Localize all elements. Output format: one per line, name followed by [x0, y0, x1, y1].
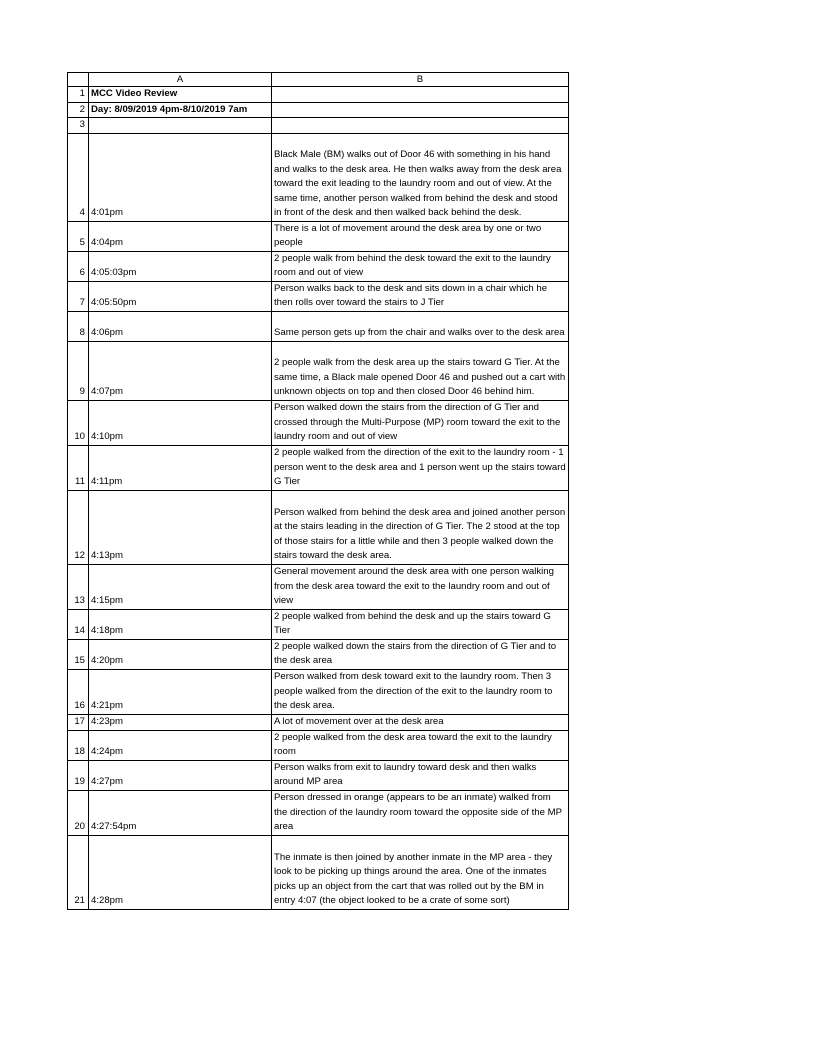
sheet-title-cell[interactable]: MCC Video Review	[89, 87, 272, 103]
table-row	[68, 639, 569, 669]
time-cell[interactable]: 4:28pm	[89, 835, 272, 909]
row-number[interactable]: 1	[68, 87, 89, 103]
cell-a[interactable]	[89, 118, 272, 134]
time-cell[interactable]: 4:13pm	[89, 490, 272, 564]
table-row	[68, 311, 569, 341]
row-number[interactable]: 12	[68, 490, 89, 564]
time-cell[interactable]: 4:27:54pm	[89, 790, 272, 835]
row-number[interactable]: 13	[68, 564, 89, 609]
row-number[interactable]: 11	[68, 445, 89, 490]
table-row	[68, 341, 569, 400]
table-row	[68, 281, 569, 311]
table-row	[68, 87, 569, 103]
column-header-b[interactable]: B	[272, 73, 569, 87]
table-row	[68, 251, 569, 281]
description-cell[interactable]: Person walked from behind the desk area and joined another person at the stairs leading in the direction of G Tier. The 2 stood at the top of those stairs for a little while and then 3 people walked down the stairs toward the desk area.	[272, 490, 569, 564]
table-row	[68, 760, 569, 790]
time-cell[interactable]: 4:18pm	[89, 609, 272, 639]
date-range-cell[interactable]: Day: 8/09/2019 4pm-8/10/2019 7am	[89, 102, 272, 118]
row-number[interactable]: 8	[68, 311, 89, 341]
time-cell[interactable]: 4:07pm	[89, 341, 272, 400]
video-log-entries	[68, 133, 569, 909]
row-number[interactable]: 3	[68, 118, 89, 134]
time-cell[interactable]: 4:15pm	[89, 564, 272, 609]
description-cell[interactable]: 2 people walked from the direction of the exit to the laundry room - 1 person went to the desk area and 1 person went up the stairs toward G Tier	[272, 445, 569, 490]
description-cell[interactable]: 2 people walked from behind the desk and up the stairs toward G Tier	[272, 609, 569, 639]
row-number[interactable]: 18	[68, 730, 89, 760]
description-cell[interactable]: Person walks back to the desk and sits down in a chair which he then rolls over toward the stairs to J Tier	[272, 281, 569, 311]
column-header-row	[68, 73, 569, 87]
description-cell[interactable]: Same person gets up from the chair and walks over to the desk area	[272, 311, 569, 341]
cell-b[interactable]	[272, 118, 569, 134]
time-cell[interactable]: 4:05:50pm	[89, 281, 272, 311]
row-number[interactable]: 4	[68, 133, 89, 221]
description-cell[interactable]: 2 people walk from behind the desk toward the exit to the laundry room and out of view	[272, 251, 569, 281]
description-cell[interactable]: Person dressed in orange (appears to be an inmate) walked from the direction of the laundry room toward the opposite side of the MP area	[272, 790, 569, 835]
time-cell[interactable]: 4:23pm	[89, 714, 272, 730]
table-row	[68, 669, 569, 714]
table-row	[68, 102, 569, 118]
row-number[interactable]: 10	[68, 400, 89, 445]
description-cell[interactable]: A lot of movement over at the desk area	[272, 714, 569, 730]
table-row	[68, 609, 569, 639]
time-cell[interactable]: 4:01pm	[89, 133, 272, 221]
description-cell[interactable]: General movement around the desk area with one person walking from the desk area toward the exit to the laundry room and out of view	[272, 564, 569, 609]
row-number[interactable]: 19	[68, 760, 89, 790]
table-row	[68, 730, 569, 760]
table-row	[68, 564, 569, 609]
row-number[interactable]: 7	[68, 281, 89, 311]
table-row	[68, 445, 569, 490]
row-number[interactable]: 16	[68, 669, 89, 714]
description-cell[interactable]: There is a lot of movement around the desk area by one or two people	[272, 221, 569, 251]
description-cell[interactable]: 2 people walk from the desk area up the stairs toward G Tier. At the same time, a Black male opened Door 46 and pushed out a cart with unknown objects on top and then closed Door 46 behind him.	[272, 341, 569, 400]
table-row	[68, 118, 569, 134]
time-cell[interactable]: 4:06pm	[89, 311, 272, 341]
row-number[interactable]: 9	[68, 341, 89, 400]
description-cell[interactable]: Person walks from exit to laundry toward desk and then walks around MP area	[272, 760, 569, 790]
row-number[interactable]: 14	[68, 609, 89, 639]
time-cell[interactable]: 4:04pm	[89, 221, 272, 251]
table-row	[68, 400, 569, 445]
description-cell[interactable]: Person walked down the stairs from the direction of G Tier and crossed through the Multi-Purpose (MP) room toward the exit to the laundry room and out of view	[272, 400, 569, 445]
cell-b[interactable]	[272, 102, 569, 118]
table-row	[68, 221, 569, 251]
table-row	[68, 790, 569, 835]
time-cell[interactable]: 4:21pm	[89, 669, 272, 714]
description-cell[interactable]: Person walked from desk toward exit to the laundry room. Then 3 people walked from the direction of the exit to the laundry room to the desk area.	[272, 669, 569, 714]
table-row	[68, 133, 569, 221]
time-cell[interactable]: 4:27pm	[89, 760, 272, 790]
description-cell[interactable]: 2 people walked from the desk area toward the exit to the laundry room	[272, 730, 569, 760]
row-number[interactable]: 15	[68, 639, 89, 669]
table-row	[68, 714, 569, 730]
time-cell[interactable]: 4:11pm	[89, 445, 272, 490]
description-cell[interactable]: The inmate is then joined by another inmate in the MP area - they look to be picking up things around the area. One of the inmates picks up an object from the cart that was rolled out by the BM in entry 4:07 (the object looked to be a crate of some sort)	[272, 835, 569, 909]
table-row	[68, 490, 569, 564]
cell-b[interactable]	[272, 87, 569, 103]
time-cell[interactable]: 4:20pm	[89, 639, 272, 669]
row-number[interactable]: 17	[68, 714, 89, 730]
time-cell[interactable]: 4:24pm	[89, 730, 272, 760]
row-number[interactable]: 6	[68, 251, 89, 281]
row-number[interactable]: 2	[68, 102, 89, 118]
description-cell[interactable]: Black Male (BM) walks out of Door 46 with something in his hand and walks to the desk area. He then walks away from the desk area toward the exit leading to the laundry room and out of view. At the same time, another person walked from behind the desk and stood in front of the desk and then walked back behind the desk.	[272, 133, 569, 221]
row-number[interactable]: 5	[68, 221, 89, 251]
row-number[interactable]: 20	[68, 790, 89, 835]
time-cell[interactable]: 4:05:03pm	[89, 251, 272, 281]
corner-cell[interactable]	[68, 73, 89, 87]
description-cell[interactable]: 2 people walked down the stairs from the direction of G Tier and to the desk area	[272, 639, 569, 669]
time-cell[interactable]: 4:10pm	[89, 400, 272, 445]
row-number[interactable]: 21	[68, 835, 89, 909]
table-row	[68, 835, 569, 909]
column-header-a[interactable]: A	[89, 73, 272, 87]
spreadsheet-table	[67, 72, 569, 910]
